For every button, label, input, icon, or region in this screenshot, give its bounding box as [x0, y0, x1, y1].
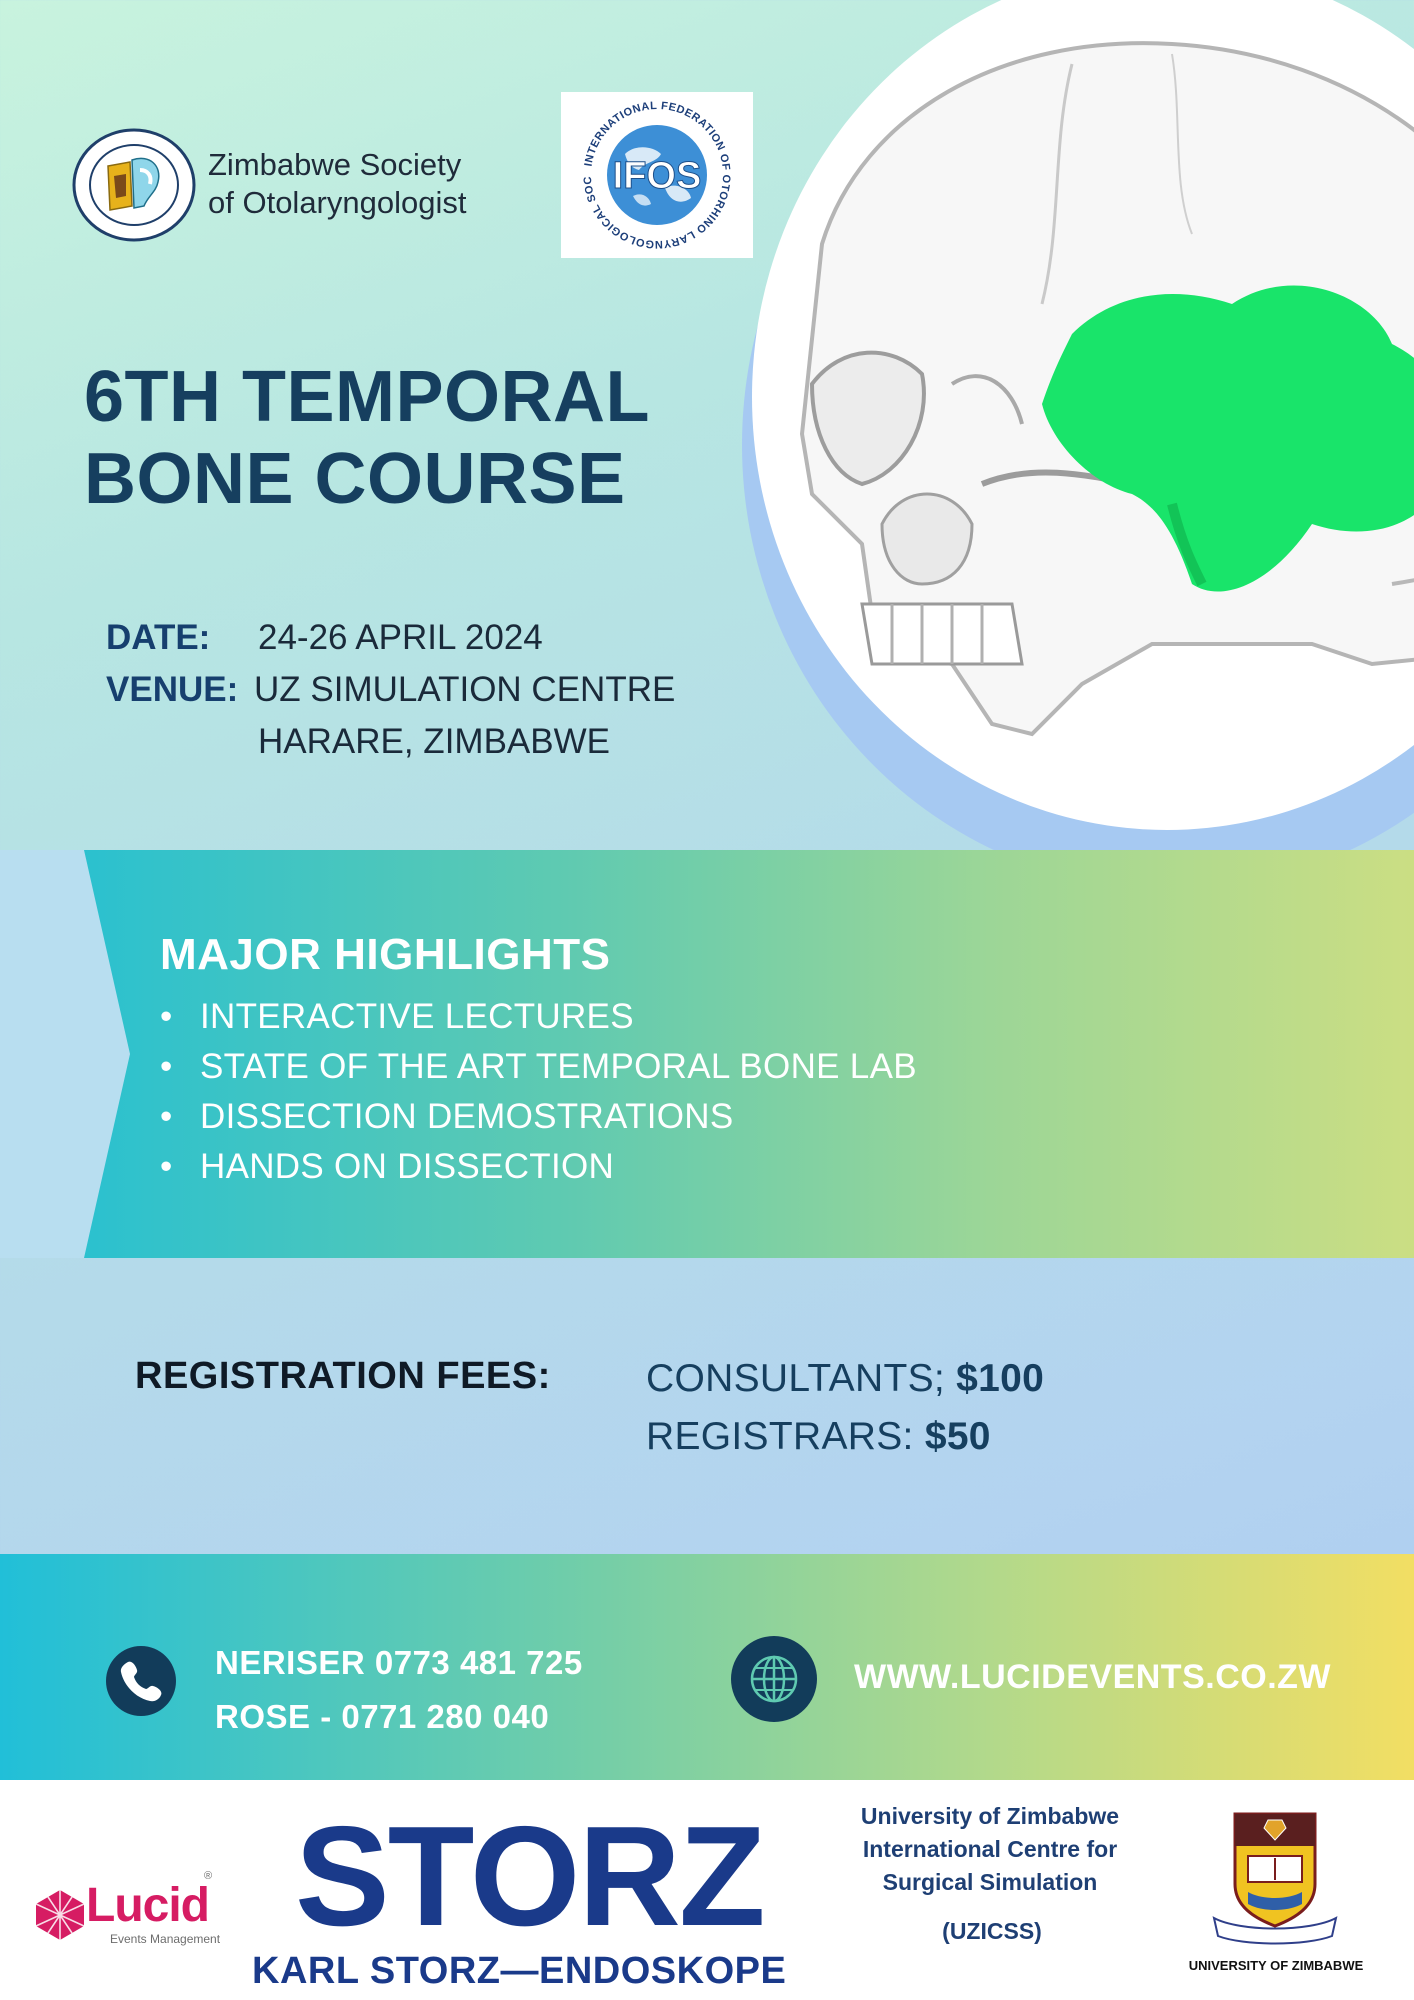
zso-name — [208, 146, 466, 222]
uzicss-line1: University of Zimbabwe — [860, 1803, 1120, 1829]
ifos-abbr: IFOS — [612, 155, 702, 197]
date-value: 24-26 APRIL 2024 — [258, 618, 543, 657]
lucid-registered-mark: ® — [204, 1870, 213, 1882]
phone-icon — [106, 1646, 176, 1716]
fee-registrars — [646, 1408, 1044, 1466]
zso-name-line2: of Otolaryngologist — [208, 185, 467, 220]
registration-fees — [646, 1350, 1044, 1466]
fee-consultants-amount: $100 — [956, 1357, 1045, 1400]
uz-crest-label: UNIVERSITY OF ZIMBABWE — [1188, 1958, 1364, 1973]
venue-line1: UZ SIMULATION CENTRE — [254, 670, 676, 709]
highlights-heading: MAJOR HIGHLIGHTS — [160, 930, 611, 979]
highlight-item: • DISSECTION DEMOSTRATIONS — [160, 1092, 917, 1142]
globe-icon — [731, 1636, 817, 1722]
lucid-logo-word: Lucid — [86, 1879, 209, 1932]
highlight-item: • INTERACTIVE LECTURES — [160, 992, 917, 1042]
storz-logo-word: STORZ — [295, 1797, 764, 1956]
website-link[interactable]: WWW.LUCIDEVENTS.CO.ZW — [854, 1658, 1332, 1696]
lucid-logo-subtitle: Events Management — [110, 1932, 221, 1946]
zso-name-line1: Zimbabwe Society — [208, 147, 462, 182]
storz-logo-subtitle: KARL STORZ—ENDOSKOPE — [252, 1950, 787, 1992]
venue-label: VENUE: — [106, 670, 239, 709]
ifos-logo — [561, 92, 753, 258]
fee-registrars-label: REGISTRARS: — [646, 1415, 914, 1458]
phone-numbers — [215, 1636, 583, 1744]
venue-line2: HARARE, ZIMBABWE — [258, 722, 610, 761]
fee-registrars-amount: $50 — [924, 1415, 991, 1458]
highlight-item: • STATE OF THE ART TEMPORAL BONE LAB — [160, 1042, 917, 1092]
uzicss-abbr: (UZICSS) — [942, 1918, 1042, 1944]
fee-consultants-label: CONSULTANTS; — [646, 1357, 946, 1400]
registration-label: REGISTRATION FEES: — [135, 1355, 551, 1397]
highlights-list — [160, 992, 917, 1192]
lucid-gem-icon — [32, 1888, 88, 1942]
uzicss-line2: International Centre for — [862, 1836, 1118, 1862]
zso-seal-logo — [70, 126, 198, 244]
highlight-item: • HANDS ON DISSECTION — [160, 1142, 917, 1192]
uz-crest-logo — [1210, 1806, 1340, 1946]
course-title-line2: BONE COURSE — [84, 439, 626, 519]
course-title — [84, 356, 650, 520]
date-label: DATE: — [106, 618, 211, 657]
ifos-ring-text: INTERNATIONAL FEDERATION OF OTORHINO LARYNGOLOGICAL SOC — [581, 99, 733, 251]
course-title-line1: 6TH TEMPORAL — [84, 357, 651, 437]
phone-number-neriser[interactable]: NERISER 0773 481 725 — [215, 1644, 583, 1681]
uzicss-name — [820, 1800, 1160, 1899]
fee-consultants — [646, 1350, 1044, 1408]
phone-number-rose[interactable]: ROSE - 0771 280 040 — [215, 1698, 550, 1735]
uzicss-line3: Surgical Simulation — [882, 1869, 1098, 1895]
